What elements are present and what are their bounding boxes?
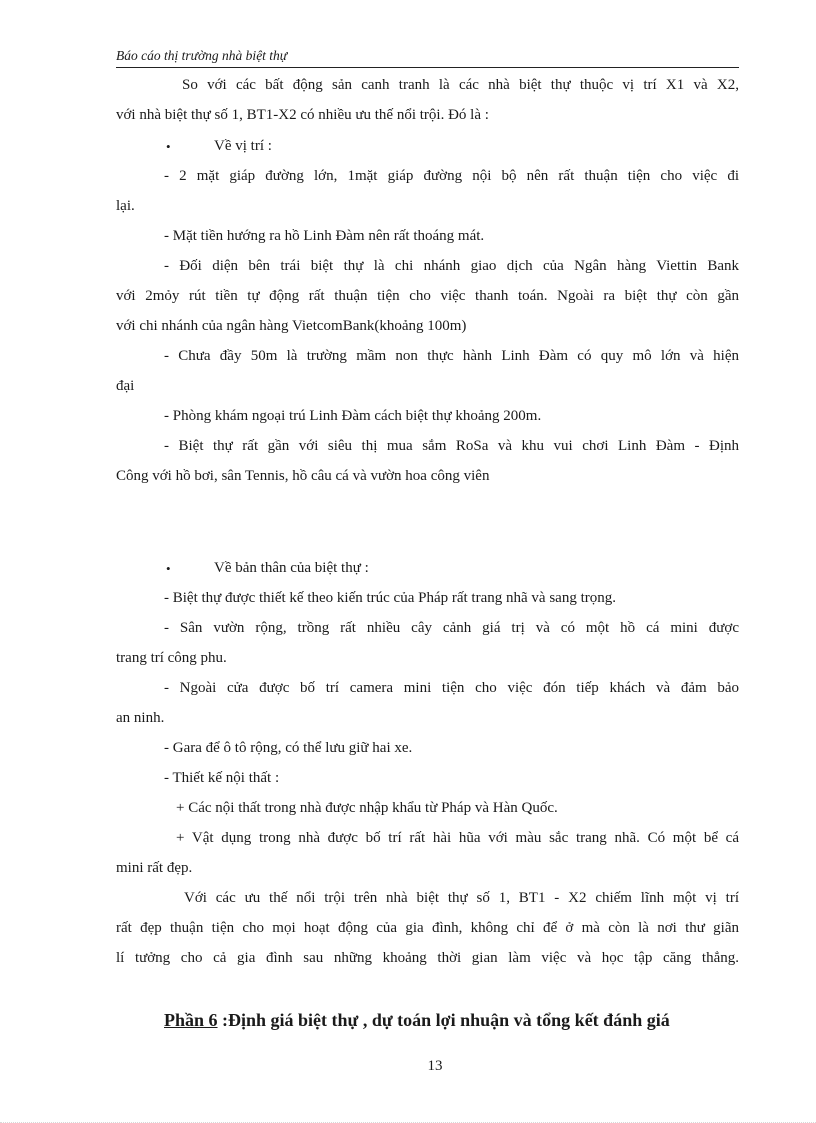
location-line: - Chưa đầy 50m là trường mầm non thực hành Linh Đàm có quy mô lớn và hiện (164, 348, 739, 364)
self-line: - Sân vườn rộng, trồng rất nhiều cây cảnh giá trị và có một hồ cá mini được (164, 620, 739, 636)
location-line: Công với hồ bơi, sân Tennis, hồ câu cá và vườn hoa công viên (116, 468, 490, 484)
location-line: đại (116, 378, 135, 394)
self-line: an ninh. (116, 710, 165, 726)
intro-line-1: So với các bất động sản canh tranh là các nhà biệt thự thuộc vị trí X1 và X2, (182, 77, 739, 93)
conclusion-line: rất đẹp thuận tiện cho mọi hoạt động của gia đình, không chỉ để ở mà còn là nơi thư giãn (116, 920, 739, 936)
self-line: - Ngoài cửa được bố trí camera mini tiện cho việc đón tiếp khách và đảm bảo (164, 680, 739, 696)
conclusion-line: lí tưởng cho cả gia đình sau những khoảng thời gian làm việc và học tập căng thẳng. (116, 950, 739, 966)
location-line: - Biệt thự rất gần với siêu thị mua sắm RoSa và khu vui chơi Linh Đàm - Định (164, 438, 739, 454)
location-heading: Về vị trí : (214, 138, 272, 154)
bullet-icon: • (166, 561, 171, 576)
self-heading: Về bản thân của biệt thự : (214, 560, 369, 576)
self-line: trang trí công phu. (116, 650, 227, 666)
page-header-title: Báo cáo thị trường nhà biệt thự (116, 48, 288, 63)
section-heading (164, 1010, 670, 1031)
location-line: - Mặt tiền hướng ra hồ Linh Đàm nên rất thoáng mát. (164, 228, 485, 244)
page-number: 13 (427, 1058, 443, 1074)
section-label: Phần 6 (164, 1010, 218, 1030)
intro-line-2: với nhà biệt thự số 1, BT1-X2 có nhiều ưu thế nổi trội. Đó là : (116, 107, 489, 123)
location-line: - 2 mặt giáp đường lớn, 1mặt giáp đường nội bộ nên rất thuận tiện cho việc đi (164, 168, 739, 184)
bullet-icon: • (166, 139, 171, 154)
self-line: + Vật dụng trong nhà được bố trí rất hài hũa với màu sắc trang nhã. Có một bể cá (176, 830, 739, 846)
self-line: - Gara để ô tô rộng, có thể lưu giữ hai xe. (164, 740, 413, 756)
self-line: + Các nội thất trong nhà được nhập khẩu từ Pháp và Hàn Quốc. (176, 800, 558, 816)
self-line: - Thiết kế nội thất : (164, 770, 280, 786)
location-line: - Phòng khám ngoại trú Linh Đàm cách biệt thự khoảng 200m. (164, 408, 542, 424)
section-title: :Định giá biệt thự , dự toán lợi nhuận và tổng kết đánh giá (217, 1010, 670, 1030)
header-divider (116, 67, 739, 68)
self-line: - Biệt thự được thiết kế theo kiến trúc của Pháp rất trang nhã và sang trọng. (164, 590, 616, 606)
location-line: lại. (116, 198, 135, 214)
self-line: mini rất đẹp. (116, 860, 193, 876)
location-line: với 2mỏy rút tiền tự động rất thuận tiện cho việc thanh toán. Ngoài ra biệt thự còn gần (116, 288, 739, 304)
location-line: với chi nhánh của ngân hàng VietcomBank(khoảng 100m) (116, 318, 467, 334)
location-line: - Đối diện bên trái biệt thự là chi nhánh giao dịch của Ngân hàng Viettin Bank (164, 258, 739, 274)
conclusion-line: Với các ưu thế nổi trội trên nhà biệt thự số 1, BT1 - X2 chiếm lĩnh một vị trí (184, 890, 739, 906)
